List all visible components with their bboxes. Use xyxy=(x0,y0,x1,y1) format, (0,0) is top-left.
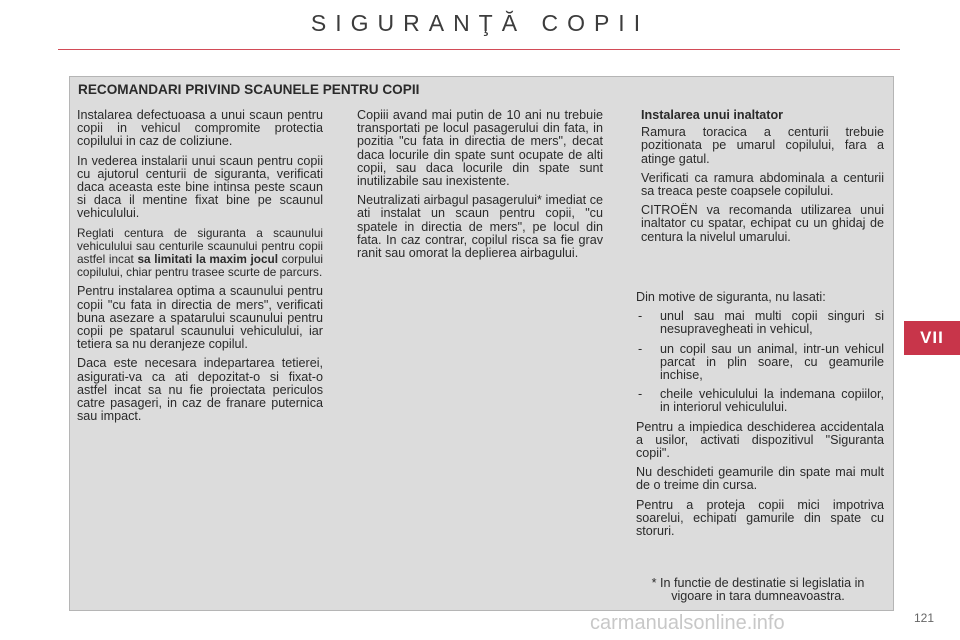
title-divider xyxy=(58,49,900,50)
safety-list xyxy=(636,310,884,414)
text-run: corpului copilului, chiar pentru trasee scurte de parcurs. xyxy=(77,252,323,280)
text-run: Reglati centura de siguranta a scaunului vehiculului sau centurile scaunului pentru copii astfel incat xyxy=(77,225,323,267)
paragraph: Pentru a proteja copii mici impotriva soarelui, echipati gamurile din spate cu storuri. xyxy=(636,497,884,539)
dash-bullet: - xyxy=(638,309,643,324)
footnote: * In functie de destinatie si legislatia in vigoare in tara dumneavoastra. xyxy=(651,576,865,604)
page-number: 121 xyxy=(914,611,935,625)
list-item xyxy=(636,310,884,336)
list-intro: Din motive de siguranta, nu lasati: xyxy=(636,290,826,304)
chapter-tab[interactable]: VII xyxy=(904,321,960,355)
paragraph: Pentru instalarea optima a scaunului pentru copii "cu fata in directia de mers", verificati buna asezare a spatarului scaunului pentru copii pe spatarul scaunului vehiculului, iar tetiera sa nu deranjeze copilul. xyxy=(77,284,323,352)
paragraph: Instalarea defectuoasa a unui scaun pentru copii in vehicul compromite protectia copilului in caz de coliziune. xyxy=(77,108,323,149)
column-2 xyxy=(357,109,603,266)
dash-bullet: - xyxy=(638,341,643,356)
paragraph: Nu deschideti geamurile din spate mai mult de o treime din cursa. xyxy=(636,465,884,493)
safety-list-block xyxy=(636,291,884,544)
list-item-text: unul sau mai multi copii singuri si nesupravegheati in vehicul, xyxy=(660,309,884,337)
column-3 xyxy=(638,109,884,250)
paragraph: Verificati ca ramura abdominala a centurii sa treaca peste coapsele copilului. xyxy=(641,170,884,199)
paragraph: Ramura toracica a centurii trebuie pozitionata pe umarul copilului, fara a atinge gatul. xyxy=(641,125,884,166)
paragraph xyxy=(77,227,323,280)
list-item-text: un copil sau un animal, intr-un vehicul parcat in plin soare, cu geamurile inchise, xyxy=(660,341,884,383)
content-panel xyxy=(69,76,894,611)
paragraph: In vederea instalarii unui scaun pentru copii cu ajutorul centurii de siguranta, verificati daca aceasta este bine intinsa peste scaun si daca il mentine fixat bine pe scaunul vehiculului. xyxy=(77,153,323,221)
section-title: Instalarea unui inaltator xyxy=(641,108,784,122)
panel-heading: RECOMANDARI PRIVIND SCAUNELE PENTRU COPII xyxy=(78,82,420,97)
bold-text: sa limitati la maxim jocul xyxy=(137,252,279,267)
watermark: carmanualsonline.info xyxy=(590,612,785,634)
paragraph: Pentru a impiedica deschiderea accidentala a usilor, activati dispozitivul "Siguranta copii". xyxy=(636,419,884,461)
paragraph: Copiii avand mai putin de 10 ani nu trebuie transportati pe locul pasagerului din fata, in pozitia "cu fata in directia de mers", decat daca locurile din spate sunt ocupate de alti copii, sau daca locurile din spate sunt inutilizabile sau inexistente. xyxy=(357,108,603,189)
list-item xyxy=(636,343,884,383)
list-item-text: cheile vehiculului la indemana copiilor, in interiorul vehiculului. xyxy=(660,387,884,415)
list-item xyxy=(636,388,884,414)
paragraph: Neutralizati airbagul pasagerului* imediat ce ati instalat un scaun pentru copii, "cu spatele in directia de mers", pe locul din fata. In caz contrar, copilul risca sa fie grav ranit sau omorat la deplierea airbagului. xyxy=(357,193,603,261)
column-1 xyxy=(77,109,323,429)
paragraph: CITROËN va recomanda utilizarea unui inaltator cu spatar, echipat cu un ghidaj de centura la nivelul umarului. xyxy=(641,203,884,244)
paragraph: Daca este necesara indepartarea tetierei, asigurati-va ca ati depozitat-o si fixat-o astfel incat sa nu fie proiectata periculos catre pasageri, in caz de franare puternica sau impact. xyxy=(77,356,323,424)
dash-bullet: - xyxy=(638,387,643,402)
page-title: SIGURANŢĂ COPII xyxy=(310,10,650,36)
